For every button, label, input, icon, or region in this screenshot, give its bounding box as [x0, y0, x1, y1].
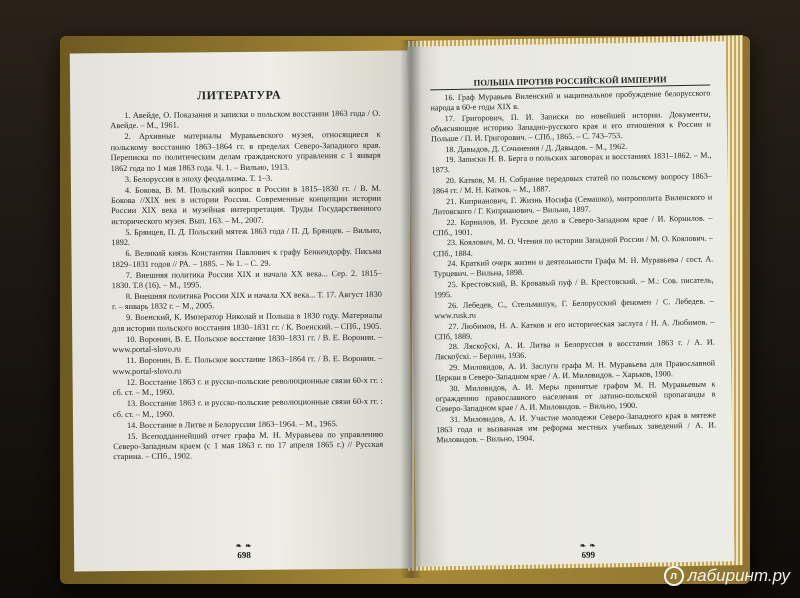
list-item: 7. Внешняя политика России XIX и начала XX века... Сер. 2. 1815–1830. Т.8 (16). – М., 1995. — [111, 268, 382, 291]
list-item: 3. Белоруссия в эпоху феодализма. Т. 1–3. — [124, 173, 273, 184]
right-page — [407, 41, 734, 566]
list-item: 12. Восстание 1863 г. и русско-польские революционные связи 60-х гг. : сб. ст. – М., 1960. — [112, 375, 383, 398]
list-item: 25. Крестовский, В. Кровавый пуф / В. Крестовский. – М.: Сов. писатель, 1995. — [433, 275, 714, 300]
page-number-text: 699 — [581, 549, 596, 560]
list-item: 17. Григорович, П. И. Записки по новейшей истории. Документы, объясняющие историю Западно-русского края и его отношения к России и Польше / П. И. Григорович. – СПб., 1865. – С. 743–753. — [430, 109, 711, 144]
list-item: 30. Миловидов, А. И. Меры принятые графом М. Н. Муравьевым к ограждению православного населения от латино-польской пропаганды в Северо-Западном крае / А. И. Миловидов. – Вильно, 1900. — [435, 379, 716, 414]
reference-list-left — [110, 109, 383, 463]
labyrinth-logo-icon: л — [664, 566, 684, 586]
reference-list-right — [430, 89, 716, 446]
list-item: 18. Давыдов, Д. Сочинения / Д. Давыдов. – М., 1962. — [445, 141, 628, 154]
page-title: ЛИТЕРАТУРА — [197, 87, 282, 103]
list-item: 31. Миловидов, А. И. Участие молодежи Северо-Западного края в мятеже 1863 года и вызванная им реформа местных учебных заведений / А. И. Миловидов. – Вильно, 1904. — [436, 410, 717, 445]
list-item: 13. Восстание 1863 г. и русско-польские революционные связи 60-х гг. : сб. ст. – М., 1960. — [112, 396, 383, 419]
list-item: 4. Бокова, В. М. Польский вопрос в России в 1815–1830 гг. / В. М. Бокова //XIX век в истории России. Современные концепции истории России XIX века и музейная интерпретация. Труды Государственного исторического музея. Вып. 163. – М., 2007. — [110, 183, 382, 226]
list-item: 24. Краткий очерк жизни и деятельности Графа М. Н. Муравьева / сост. А. Турцевич. – Вильна, 1898. — [433, 254, 714, 279]
ornament-icon: ❧ ❧ — [579, 541, 597, 550]
watermark — [664, 566, 790, 586]
list-item: 26. Лебедев, С., Стельмашук, Г. Белорусский феномен / С. Лебедев. – www.rusk.ru — [434, 296, 715, 321]
list-item: 22. Корнилов, И. Русское дело в Северо-Западном крае / И. Корнилов. – СПб., 1901. — [432, 213, 713, 238]
list-item: 20. Катков, М. Н. Собрание передовых статей по польскому вопросу 1863–1864 гг. / М. Н. Катков. – М., 1887. — [431, 171, 712, 196]
list-item: 14. Восстание в Литве и Белоруссии 1863–1964. – М., 1965. — [126, 418, 338, 430]
running-header: ПОЛЬША ПРОТИВ РОССИЙСКОЙ ИМПЕРИИ — [430, 74, 710, 91]
page-number-right — [558, 541, 618, 560]
book-gutter-shadow — [400, 40, 422, 578]
list-item: 6. Великий князь Константин Павлович к графу Бенкендорфу. Письма 1829–1831 годов // РА. – 1885. – № 1. – С. 29. — [111, 247, 382, 269]
list-item: 5. Брянцев, П. Д. Польский мятеж 1863 года / П. Д. Брянцев. – Вильно, 1892. — [111, 225, 382, 248]
list-item: 10. Воронин, В. Е. Польское восстание 1830–1831 гг. / В. Е. Воронин. – www.portal-slovo.ru — [112, 332, 383, 355]
list-item: 27. Любимов, Н. А. Катков и его историческая заслуга / Н. А. Любимов. – СПб, 1889. — [434, 317, 715, 342]
list-item: 2. Архивные материалы Муравьевского музея, относящиеся к польскому восстанию 1863–1864 гг. в пределах Северо-Западного края. Переписка по политическим делам гражданского управления с 1 января 1862 года по 1 мая 1863 года. Ч. 1. – Вильно, 1913. — [110, 130, 381, 173]
left-page — [70, 51, 413, 572]
list-item: 9. Военский, К. Император Николай и Польша в 1830 году. Материалы для истории польского восстания 1830–1831 гг. / К. Военский. – СПб., 1905. — [112, 311, 383, 333]
list-item: 19. Записки Н. В. Берга о польских заговорах и восстаниях 1831–1862. – М., 1873. — [431, 150, 712, 175]
list-item: 29. Миловидов, А. И. Заслуги графа М. Н. Муравьева для Православной Церкви в Северо-Западном крае / А. И. Миловидов. – Харьков, 1900. — [435, 358, 716, 383]
list-item: 23. Коялович, М. О. Чтения по истории Западной России / М. О. Коялович. – СПб., 1884. — [433, 233, 713, 258]
list-item: 11. Воронин, В. Е. Польское восстание 1863–1864 гг. / В. Е. Воронин. – www.portal-slovo.ru — [112, 354, 383, 376]
list-item: 1. Авейде, О. Показания и записки о польском восстании 1863 года / О. Авейде. – М., 1961. — [110, 108, 381, 131]
list-item: 8. Внешняя политика России XIX и начала XX века... Т. 17. Август 1830 г. – январь 1832 г. – М., 2005. — [111, 289, 382, 312]
ornament-icon: ❧ ❧ — [235, 541, 253, 551]
page-number-text: 698 — [237, 549, 251, 561]
list-item: 28. Ляскоўскi, А. И. Литва и Белоруссия в восстании 1863 г. / А. И. Ляскоўскi. – Берлин, 1936. — [434, 337, 715, 362]
page-number-left — [214, 542, 274, 561]
list-item: 15. Всеподданнейший отчет графа М. Н. Муравьева по управлению Северо-Западным краем (с 1 мая 1863 г. по 17 апреля 1865 г.) // Русская старина. – СПб., 1902. — [113, 429, 384, 462]
watermark-text: лабиринт.ру — [687, 566, 790, 585]
list-item: 21. Киприанович, Г. Жизнь Иосифа (Семашко), митрополита Виленского и Литовского / Г. Киприанович. – Вильно, 1897. — [432, 192, 713, 217]
list-item: 16. Граф Муравьев Виленский и национальное пробуждение белорусского народа в 60-е годы XIX в. — [430, 88, 711, 113]
